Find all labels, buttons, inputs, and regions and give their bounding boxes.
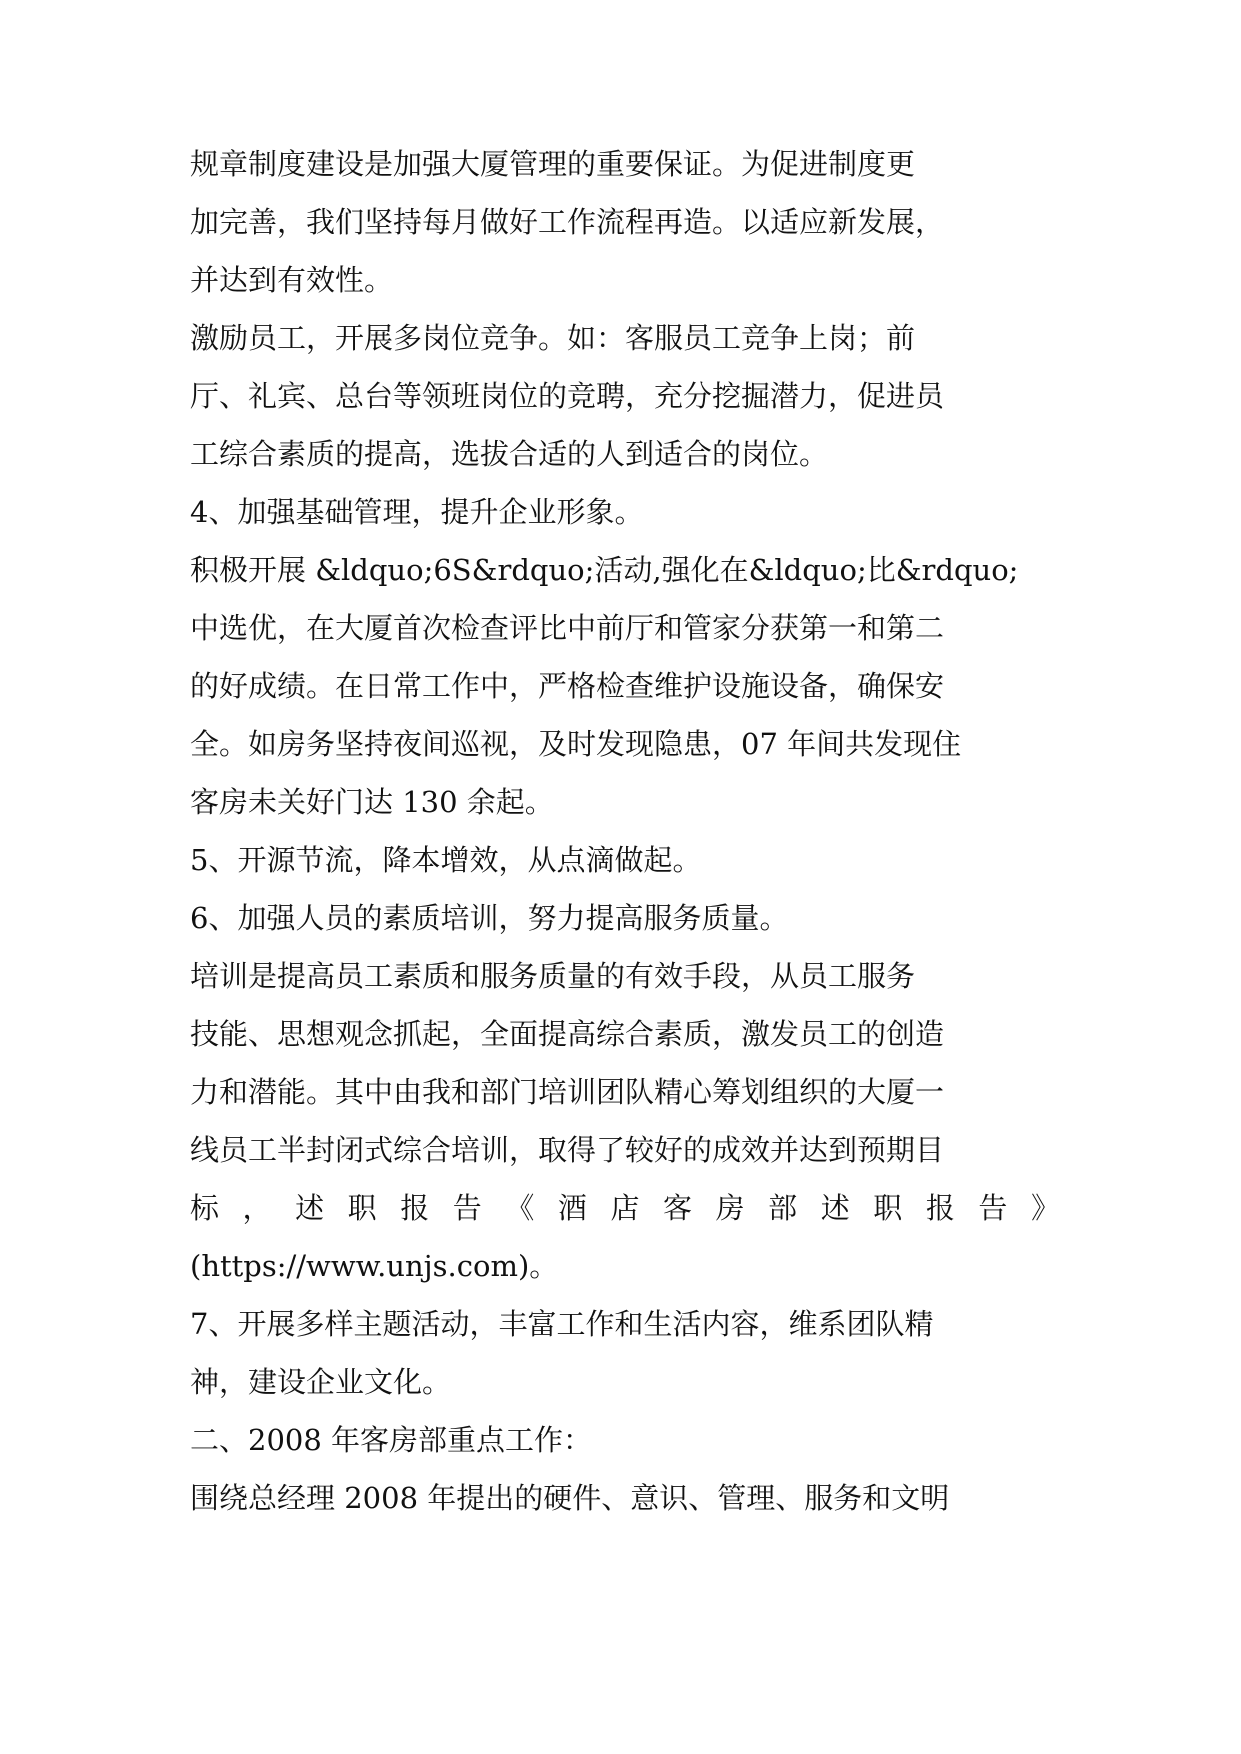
section-heading: 7、开展多样主题活动，丰富工作和生活内容，维系团队精: [190, 1307, 934, 1341]
text-line: 厅、礼宾、总台等领班岗位的竞聘，充分挖掘潜力，促进员: [190, 379, 945, 413]
text-line: 工综合素质的提高，选拔合适的人到适合的岗位。: [190, 437, 829, 471]
text-line: 培训是提高员工素质和服务质量的有效手段，从员工服务: [190, 959, 916, 993]
text-line: 加完善，我们坚持每月做好工作流程再造。以适应新发展，: [190, 205, 945, 239]
text-line: 的好成绩。在日常工作中，严格检查维护设施设备，确保安: [190, 669, 945, 703]
source-link[interactable]: (https://www.unjs.com)。: [190, 1249, 559, 1283]
text-line: 力和潜能。其中由我和部门培训团队精心筹划组织的大厦一: [190, 1075, 945, 1109]
text-line: 中选优，在大厦首次检查评比中前厅和管家分获第一和第二: [190, 611, 945, 645]
text-line: 激励员工，开展多岗位竞争。如：客服员工竞争上岗；前: [190, 321, 916, 355]
section-heading: 5、开源节流，降本增效，从点滴做起。: [190, 843, 702, 877]
text-line: 标 ， 述 职 报 告 《 酒 店 客 房 部 述 职 报 告 》: [190, 1191, 1060, 1225]
section-heading: 4、加强基础管理，提升企业形象。: [190, 495, 644, 529]
text-line: 积极开展 &ldquo;6S&rdquo;活动,强化在&ldquo;比&rdquo;: [190, 553, 1019, 587]
section-heading: 6、加强人员的素质培训，努力提高服务质量。: [190, 901, 789, 935]
text-line: 并达到有效性。: [190, 263, 394, 297]
text-line: 神，建设企业文化。: [190, 1365, 452, 1399]
text-line: 线员工半封闭式综合培训，取得了较好的成效并达到预期目: [190, 1133, 945, 1167]
text-line: 规章制度建设是加强大厦管理的重要保证。为促进制度更: [190, 147, 916, 181]
text-line: 技能、思想观念抓起，全面提高综合素质，激发员工的创造: [190, 1017, 945, 1051]
text-line: 客房未关好门达 130 余起。: [190, 785, 554, 819]
section-heading: 二、2008 年客房部重点工作：: [190, 1423, 593, 1457]
text-line: 围绕总经理 2008 年提出的硬件、意识、管理、服务和文明: [190, 1481, 950, 1515]
text-line: 全。如房务坚持夜间巡视，及时发现隐患，07 年间共发现住: [190, 727, 962, 761]
